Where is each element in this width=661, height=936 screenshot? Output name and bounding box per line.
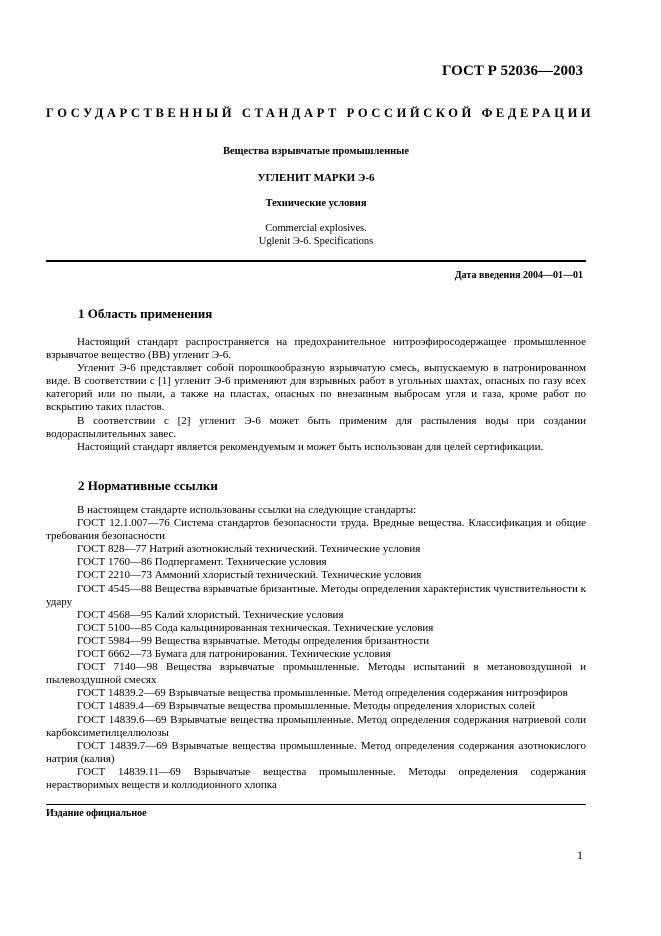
- standard-type-heading: ГОСУДАРСТВЕННЫЙ СТАНДАРТ РОССИЙСКОЙ ФЕДЕРАЦИИ: [46, 106, 595, 120]
- reference-item: ГОСТ 14839.7—69 Взрывчатые вещества промышленные. Метод определения содержания азотнокислого натрия (калия): [46, 739, 586, 765]
- reference-item: ГОСТ 4568—95 Калий хлористый. Технические условия: [77, 608, 344, 621]
- reference-item: ГОСТ 6662—73 Бумага для патронирования. Технические условия: [77, 648, 391, 661]
- reference-item: ГОСТ 14839.2—69 Взрывчатые вещества промышленные. Метод определения содержания нитроэфиров: [77, 687, 568, 700]
- reference-item: ГОСТ 7140—98 Вещества взрывчатые промышленные. Методы испытаний в метановоздушной и пылевоздушной смесях: [46, 661, 586, 687]
- section-2-body: [46, 504, 586, 792]
- reference-item: ГОСТ 828—77 Натрий азотнокислый технический. Технические условия: [77, 543, 421, 556]
- title-divider: [46, 260, 586, 262]
- section-2-heading: 2 Нормативные ссылки: [78, 478, 218, 493]
- paragraph: Угленит Э-6 представляет собой порошкообразную взрывчатую смесь, выпускаемую в патронированном виде. В соответствии с [1] угленит Э-6 применяют для взрывных работ в угольных шахтах, опасных по газу всех категорий или по пыли, а также на пластах, опасных по внезапным выбросам угля и газа, кроме работ по вскрытию таких пластов.: [46, 362, 586, 414]
- edition-note: Издание официальное: [46, 808, 147, 819]
- introduction-date: Дата введения 2004—01—01: [454, 270, 583, 281]
- reference-item: ГОСТ 5984—99 Вещества взрывчатые. Методы определения бризантности: [77, 634, 430, 647]
- paragraph: Настоящий стандарт распространяется на предохранительное нитроэфиросодержащее промышленное взрывчатое вещество (ВВ) угленит Э-6.: [46, 336, 586, 362]
- paragraph: В соответствии с [2] угленит Э-6 может быть применим для распыления воды при создании водораспылительных завес.: [46, 414, 586, 440]
- paragraph: В настоящем стандарте использованы ссылки на следующие стандарты:: [77, 504, 417, 516]
- document-category: Вещества взрывчатые промышленные: [222, 146, 410, 157]
- reference-item: ГОСТ 14839.4—69 Взрывчатые вещества промышленные. Методы определения хлористых солей: [77, 700, 536, 713]
- reference-item: ГОСТ 4545—88 Вещества взрывчатые бризантные. Методы определения характеристик чувствительности к удару: [46, 582, 586, 608]
- document-title: УГЛЕНИТ МАРКИ Э-6: [257, 172, 375, 184]
- reference-item: ГОСТ 14839.11—69 Взрывчатые вещества промышленные. Методы определения содержания нерастворимых веществ и коллодионного хлопка: [46, 765, 586, 791]
- section-1-heading: 1 Область применения: [78, 306, 213, 321]
- document-subtitle: Технические условия: [265, 198, 367, 209]
- reference-item: ГОСТ 12.1.007—76 Система стандартов безопасности труда. Вредные вещества. Классификация и общие требования безопасности: [46, 517, 586, 543]
- english-title: [46, 222, 586, 248]
- english-title-line-1: Commercial explosives.: [265, 223, 367, 234]
- footer-divider: [46, 804, 586, 805]
- page-number: 1: [577, 848, 583, 862]
- document-code: ГОСТ Р 52036—2003: [441, 63, 583, 79]
- reference-item: ГОСТ 2210—73 Аммоний хлористый технический. Технические условия: [77, 569, 422, 582]
- section-1-body: [46, 336, 586, 454]
- reference-item: ГОСТ 1760—86 Подпергамент. Технические условия: [77, 556, 327, 569]
- reference-item: ГОСТ 14839.6—69 Взрывчатые вещества промышленные. Метод определения содержания натриевой соли карбоксиметилцеллюлозы: [46, 713, 586, 739]
- reference-item: ГОСТ 5100—85 Сода кальцинированная техническая. Технические условия: [77, 621, 434, 634]
- english-title-line-2: Uglenit Э-6. Specifications: [258, 236, 374, 247]
- paragraph: Настоящий стандарт является рекомендуемым и может быть использован для целей сертификации.: [77, 440, 544, 453]
